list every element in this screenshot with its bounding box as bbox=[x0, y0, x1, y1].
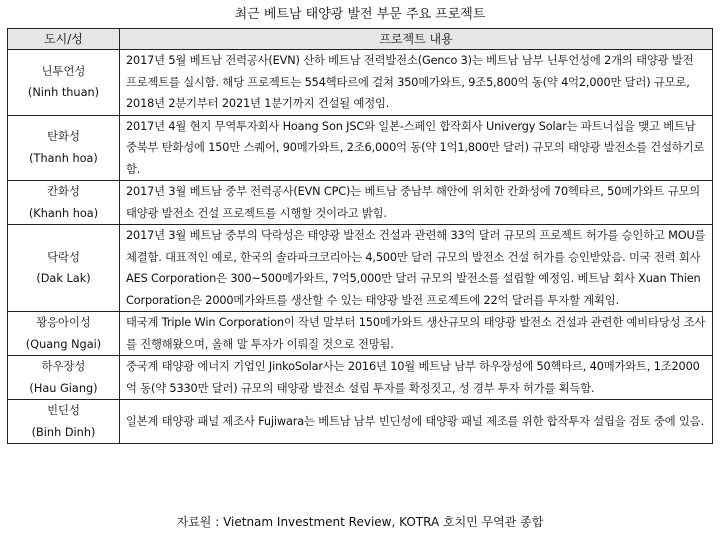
province-cell bbox=[8, 115, 120, 181]
header-province: 도시/성 bbox=[8, 29, 120, 50]
table-header-row bbox=[8, 29, 713, 50]
project-description: 중국계 태양광 에너지 기업인 JinkoSolar사는 2016년 10월 베트남 남부 하우장성에 50헥타르, 40메가와트, 1조2000억 동(약 5330만 달러) 규모의 태양광 발전소 설립 투자를 확정짓고, 성 경부 투자 허가를 획득함. bbox=[120, 356, 713, 400]
province-cell bbox=[8, 312, 120, 356]
province-name-ko: 칸화성 bbox=[47, 185, 80, 198]
table-row bbox=[8, 312, 713, 356]
province-name-ko: 빈딘성 bbox=[47, 404, 80, 417]
projects-table bbox=[7, 28, 713, 444]
province-cell bbox=[8, 50, 120, 116]
table-row bbox=[8, 115, 713, 181]
source-note: 자료원 : Vietnam Investment Review, KOTRA 호치민 무역관 종합 bbox=[176, 515, 544, 529]
project-description: 2017년 3월 베트남 중부의 닥락성은 태양광 발전소 건설과 관련해 33억 달러 규모의 프로젝트 허가를 승인하고 MOU를 체결함. 대표적인 예로, 한국의 솔라파크코리아는 4,500만 달러 규모의 발전소 건설 허가를 승인받았음. 미국 전력 회사 AES Corporation은 300~500메가와트, 7억5,000만 달러 규모의 발전소를 설립할 예정임. 베트남 회사 Xuan Thien Corporation은 2000메가와트를 생산할 수 있는 태양광 발전 프로젝트에 22억 달러를 투자할 계획임. bbox=[120, 225, 713, 312]
province-name-ko: 꽝응아이성 bbox=[36, 316, 91, 329]
table-row bbox=[8, 181, 713, 225]
project-description: 2017년 4월 현지 무역투자회사 Hoang Son JSC와 일본-스페인 합작회사 Univergy Solar는 파트너십을 맺고 베트남 중북부 탄화성에 150만 스퀘어, 90메가와트, 2조6,000억 동(약 1억1,800만 달러) 규모의 태양광 발전소를 건설하기로 함. bbox=[120, 115, 713, 181]
province-name-en: (Binh Dinh) bbox=[31, 425, 96, 439]
province-name-en: (Khanh hoa) bbox=[28, 206, 99, 220]
project-description: 2017년 3월 베트남 중부 전력공사(EVN CPC)는 베트남 중남부 해안에 위치한 칸화성에 70헥타르, 50메가와트 규모의 태양광 발전소 건설 프로젝트를 시행할 것이라고 밝힘. bbox=[120, 181, 713, 225]
province-name-ko: 탄화성 bbox=[47, 130, 80, 144]
province-cell bbox=[8, 225, 120, 312]
table-row bbox=[8, 50, 713, 116]
province-name-en: (Dak Lak) bbox=[36, 272, 91, 285]
project-description: 2017년 5월 베트남 전력공사(EVN) 산하 베트남 전력발전소(Genco 3)는 베트남 남부 닌투언성에 2개의 태양광 발전 프로젝트를 실시함. 해당 프로젝트는 554헥타르에 걸쳐 350메가와트, 9조5,800억 동(약 4억2,000만 달러) 규모로, 2018년 2분기부터 2021년 1분기까지 건설될 예정임. bbox=[120, 50, 713, 116]
province-name-ko: 닌투언성 bbox=[41, 64, 86, 78]
province-name-ko: 닥락성 bbox=[47, 250, 80, 264]
province-cell bbox=[8, 356, 120, 400]
province-name-ko: 하우장성 bbox=[41, 360, 86, 373]
table-title: 최근 베트남 태양광 발전 부문 주요 프로젝트 bbox=[234, 7, 486, 22]
table-row bbox=[8, 225, 713, 312]
header-project: 프로젝트 내용 bbox=[120, 29, 713, 50]
project-description: 태국계 Triple Win Corporation이 작년 말부터 150메가와트 생산규모의 태양광 발전소 건설과 관련한 예비타당성 조사를 진행해왔으며, 올해 말 투자가 이뤄질 것으로 전망됨. bbox=[120, 312, 713, 356]
table-row bbox=[8, 356, 713, 400]
province-cell bbox=[8, 181, 120, 225]
project-description: 일본계 태양광 패널 제조사 Fujiwara는 베트남 남부 빈딘성에 태양광 패널 제조를 위한 합작투자 설립을 검토 중에 있음. bbox=[120, 400, 713, 444]
province-name-en: (Quang Ngai) bbox=[25, 337, 102, 351]
table-row bbox=[8, 400, 713, 444]
province-name-en: (Hau Giang) bbox=[29, 381, 98, 395]
province-name-en: (Ninh thuan) bbox=[27, 86, 100, 100]
province-cell bbox=[8, 400, 120, 444]
province-name-en: (Thanh hoa) bbox=[29, 151, 98, 165]
